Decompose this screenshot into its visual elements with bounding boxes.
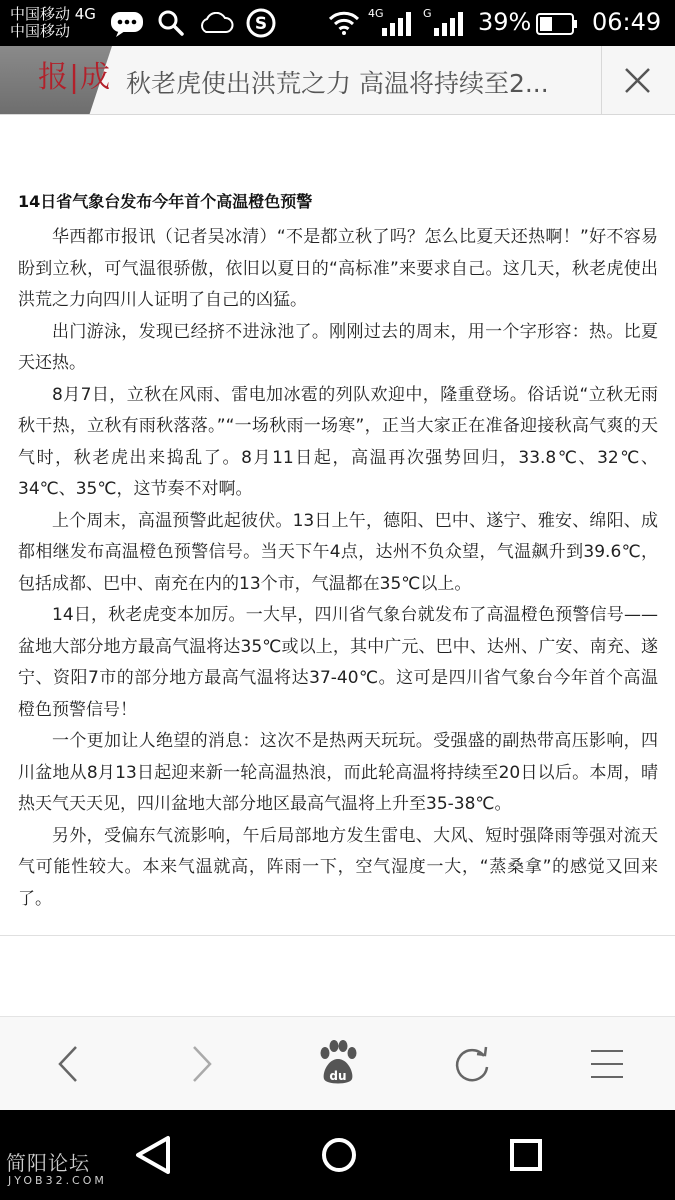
refresh-icon [442, 1039, 502, 1089]
content-end-divider [0, 935, 675, 936]
refresh-button[interactable] [442, 1039, 502, 1089]
carrier-line-2: 中国移动 [10, 22, 71, 40]
menu-button[interactable] [577, 1039, 637, 1089]
message-icon [110, 11, 144, 37]
watermark-text-en: JYOB32.COM [8, 1174, 107, 1187]
clock-time: 06:49 [592, 8, 662, 36]
menu-icon [577, 1039, 637, 1089]
article-paragraph-3: 8月7日，立秋在风雨、雷电加冰雹的列队欢迎中，隆重登场。俗话说“立秋无雨秋干热，立秋有雨秋落落。”“一场秋雨一场寒”，正当大家正在准备迎接秋高气爽的天气时，秋老虎出来捣乱了。8月11日起，高温再次强势回归，33.8℃、32℃、34℃、35℃，这节奏不对啊。 [18, 384, 658, 499]
site-logo[interactable] [0, 46, 112, 114]
baidu-home-button[interactable] [308, 1039, 368, 1089]
signal-strength-icon [380, 12, 412, 36]
carrier-info [10, 6, 96, 40]
network-g-label: G [423, 7, 432, 20]
title-bar [0, 46, 675, 115]
article-paragraph-1: 华西都市报讯（记者吴冰清）“不是都立秋了吗？怎么比夏天还热啊！”好不容易盼到立秋，可气温很骄傲，依旧以夏日的“高标准”来要求自己。这几天，秋老虎使出洪荒之力向四川人证明了自己的凶猛。 [18, 227, 658, 310]
article-paragraph-4: 上个周末，高温预警此起彼伏。13日上午，德阳、巴中、遂宁、雅安、绵阳、成都相继发布高温橙色预警信号。当天下午4点，达州不负众望，气温飙升到39.6℃，包括成都、巴中、南充在内的13个市，气温都在35℃以上。 [18, 510, 658, 594]
nav-home-icon [316, 1132, 362, 1178]
network-4g-label: 4G [368, 7, 384, 20]
nav-home-button[interactable] [316, 1132, 362, 1182]
battery-icon [536, 13, 578, 35]
nav-back-icon [132, 1132, 176, 1178]
article-paragraph-6: 一个更加让人绝望的消息：这次不是热两天玩玩。受强盛的副热带高压影响，四川盆地从8月13日起迎来新一轮高温热浪，而此轮高温将持续至20日以后。本周，晴热天气天天见，四川盆地大部分地区最高气温将上升至35-38℃。 [18, 731, 658, 814]
article-content [18, 190, 658, 915]
wifi-icon [328, 10, 360, 36]
page-title: 秋老虎使出洪荒之力 高温将持续至2... [126, 69, 549, 98]
forward-icon [172, 1039, 232, 1089]
logo-text: 报|成 [38, 60, 112, 95]
article-heading: 14日省气象台发布今年首个高温橙色预警 [18, 192, 313, 211]
carrier-line-1: 中国移动 4G [10, 5, 96, 23]
sogou-app-icon [246, 8, 276, 38]
back-button[interactable] [38, 1039, 98, 1089]
baidu-du-label: du [329, 1069, 347, 1083]
close-icon [602, 46, 675, 114]
forum-watermark [6, 1152, 107, 1187]
article-paragraph-7: 另外，受偏东气流影响，午后局部地方发生雷电、大风、短时强降雨等强对流天气可能性较大。本来气温就高，阵雨一下，空气湿度一大，“蒸桑拿”的感觉又回来了。 [18, 825, 658, 909]
article-paragraph-5: 14日，秋老虎变本加厉。一大早，四川省气象台就发布了高温橙色预警信号——盆地大部分地方最高气温将达35℃或以上，其中广元、巴中、达州、广安、南充、遂宁、资阳7市的部分地方最高气温将达37-40℃。这可是四川省气象台今年首个高温橙色预警信号！ [18, 605, 658, 720]
close-button[interactable] [602, 46, 675, 114]
forward-button[interactable] [172, 1039, 232, 1089]
nav-recents-button[interactable] [504, 1132, 548, 1182]
article-paragraph-2: 出门游泳，发现已经挤不进泳池了。刚刚过去的周末，用一个字形容：热。比夏天还热。 [18, 321, 658, 373]
svg-text:S: S [254, 14, 268, 34]
search-icon [158, 10, 184, 36]
battery-percent: 39% [478, 8, 532, 36]
nav-recents-icon [504, 1132, 548, 1178]
cloud-icon [198, 12, 234, 34]
browser-toolbar [0, 1016, 675, 1111]
watermark-text-cn: 简阳论坛 [6, 1151, 90, 1175]
back-icon [38, 1039, 98, 1089]
status-bar [0, 0, 675, 46]
signal-strength-icon-2 [432, 12, 464, 36]
baidu-paw-icon [308, 1039, 368, 1089]
nav-back-button[interactable] [132, 1132, 176, 1182]
